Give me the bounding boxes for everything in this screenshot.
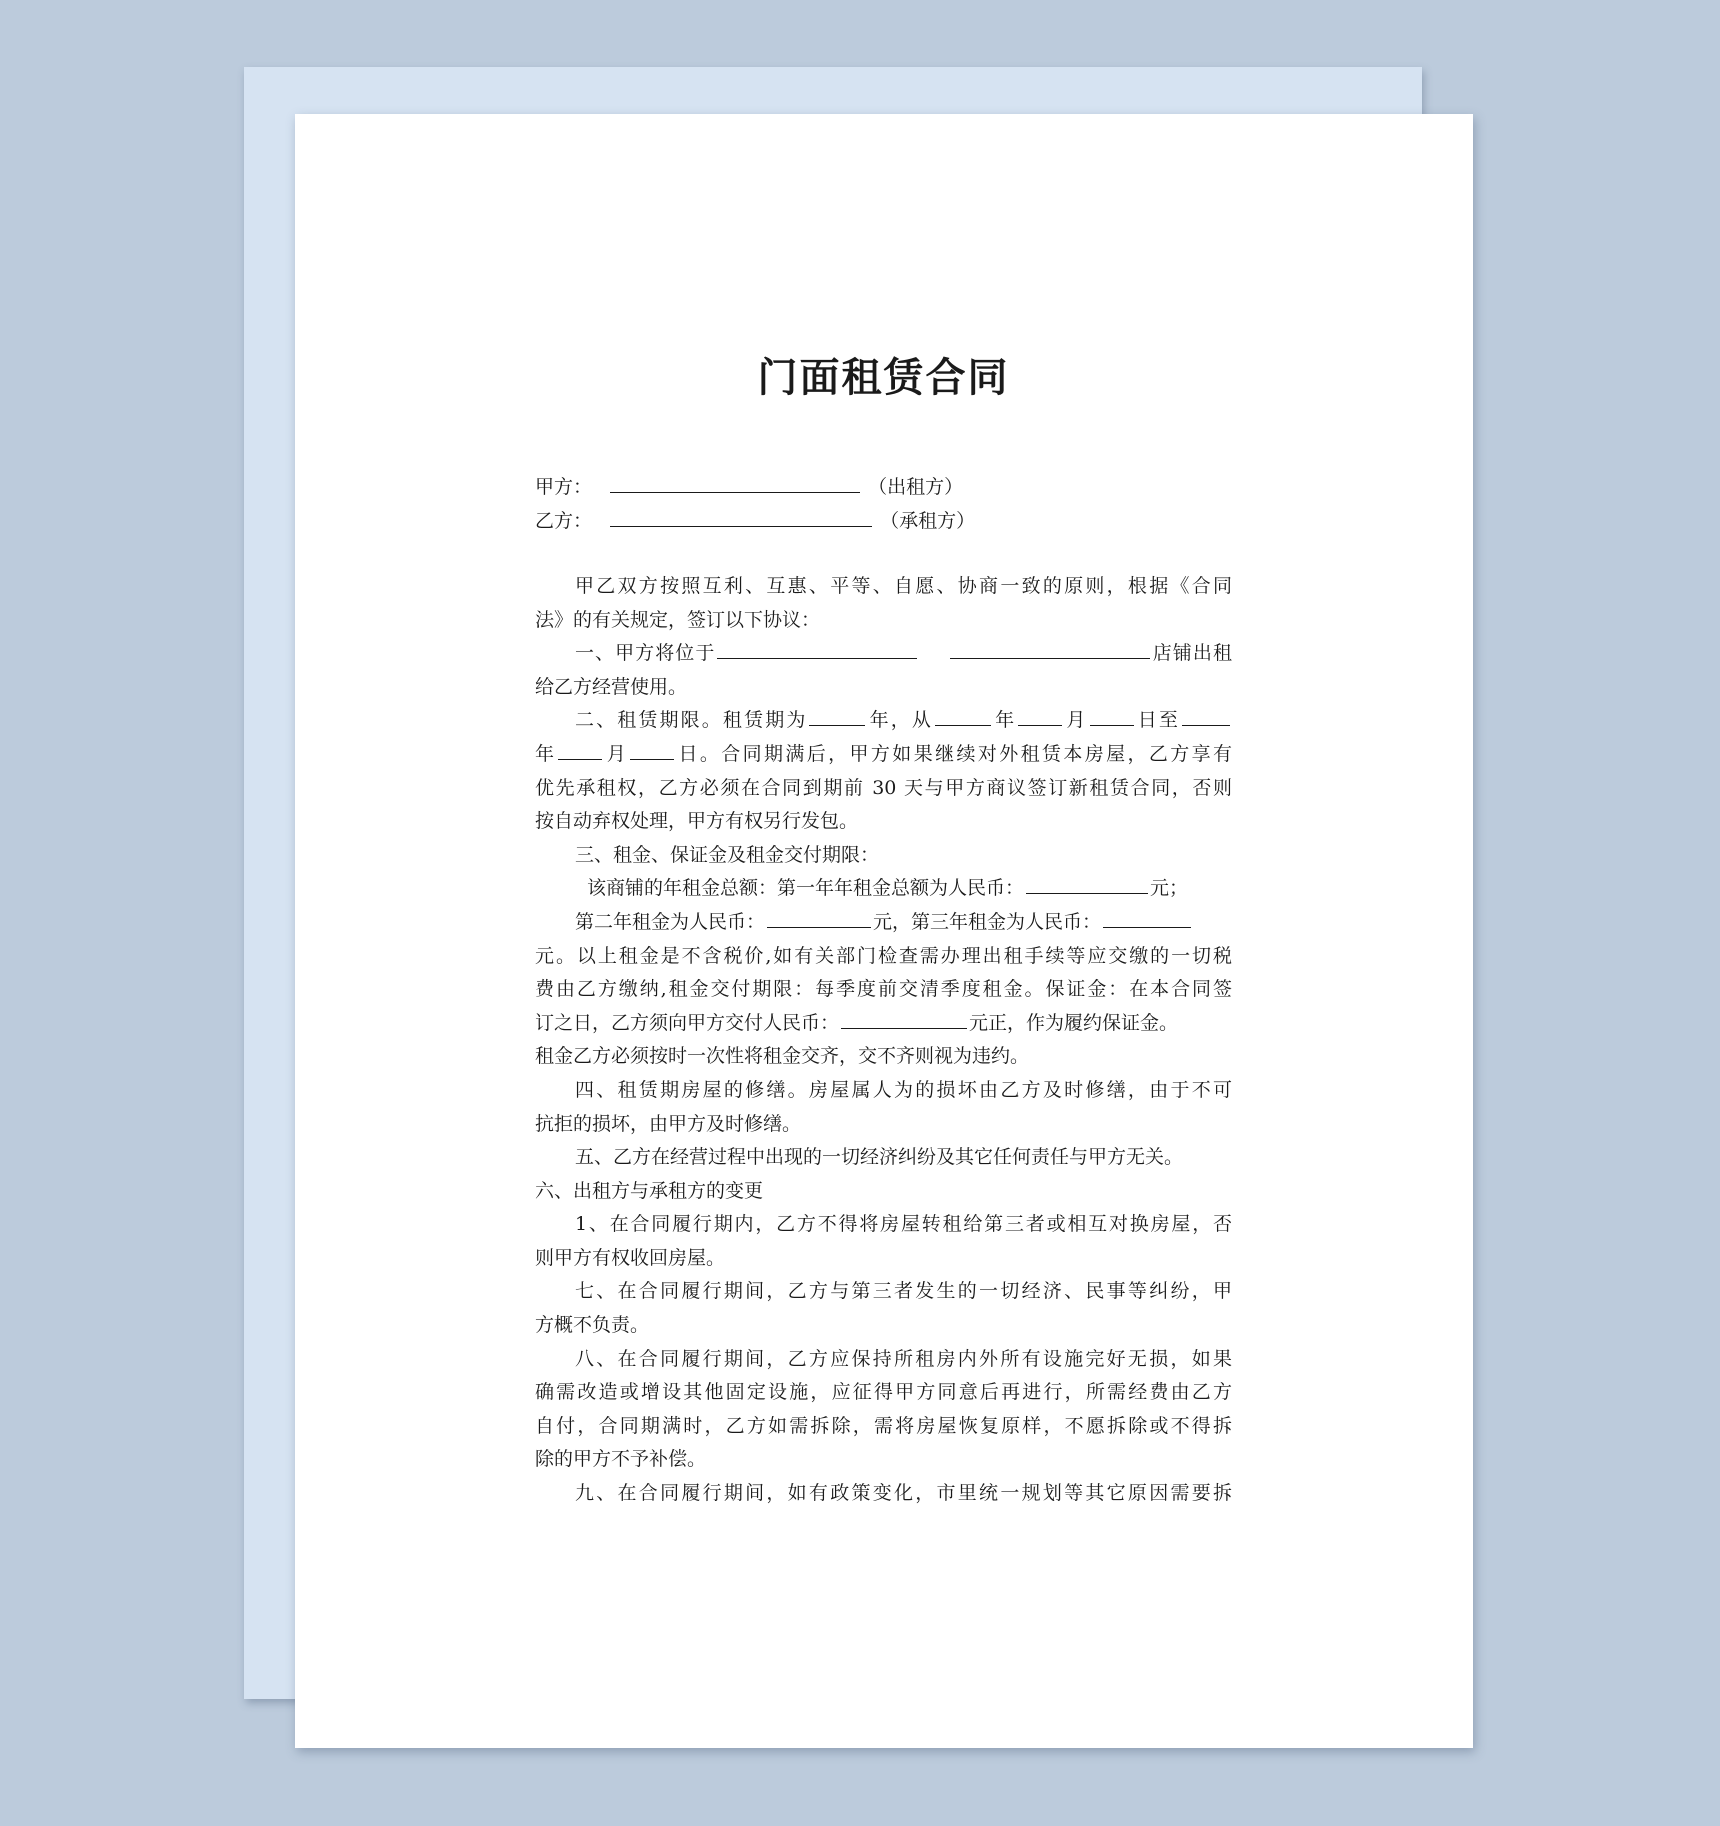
paragraph-line: 方概不负责。: [535, 1314, 650, 1337]
paragraph-line: 元。以上租金是不含税价,如有关部门检查需办理出租手续等应交缴的一切税: [535, 944, 1232, 967]
paragraph-line: 八、在合同履行期间，乙方应保持所租房内外所有设施完好无损，如果: [575, 1347, 1232, 1370]
paragraph-line: 四、租赁期房屋的修缮。房屋属人为的损坏由乙方及时修缮，由于不可: [575, 1078, 1232, 1101]
third-year-rent-text: 元，第三年租金为人民币：: [873, 910, 1102, 933]
paragraph-line: 九、在合同履行期间，如有政策变化，市里统一规划等其它原因需要拆: [575, 1482, 1232, 1505]
party-b-label: 乙方：: [535, 510, 593, 532]
paragraph-line: 除的甲方不予补偿。: [535, 1448, 707, 1471]
clause-1-tail: 店铺出租: [1151, 642, 1232, 665]
location-blank-1: [717, 638, 917, 659]
paragraph-line: [535, 872, 1232, 906]
second-year-rent-blank: [767, 907, 871, 928]
deposit-text: 订之日，乙方须向甲方交付人民币：: [535, 1011, 840, 1034]
paragraph-line: 甲乙双方按照互利、互惠、平等、自愿、协商一致的原则，根据《合同: [575, 575, 1232, 597]
location-blank-2: [950, 638, 1150, 659]
paragraph-line: 按自动弃权处理，甲方有权另行发包。: [535, 810, 859, 833]
paragraph-line: [535, 738, 1232, 772]
end-year-blank: [1182, 705, 1230, 726]
paragraph-line: 七、在合同履行期间，乙方与第三者发生的一切经济、民事等纠纷，甲: [575, 1280, 1232, 1303]
renewal-text: 日。合同期满后，甲方如果继续对外租赁本房屋，乙方享有: [676, 742, 1232, 765]
month-text: 月: [604, 742, 629, 765]
paragraph-line: 法》的有关规定，签订以下协议：: [535, 608, 821, 631]
end-day-blank: [630, 739, 674, 760]
party-a-label: 甲方：: [535, 476, 593, 498]
clause-1-text: 一、甲方将位于: [575, 642, 716, 665]
start-month-blank: [1018, 705, 1062, 726]
party-b-blank: [610, 506, 872, 527]
start-year-blank: [935, 705, 991, 726]
party-b-role: （承租方）: [880, 510, 976, 532]
paragraph-line: [535, 637, 1232, 671]
contract-document: [535, 350, 1232, 1511]
party-a-line: [535, 470, 1232, 504]
paragraph-line: 租金乙方必须按时一次性将租金交齐，交不齐则视为违约。: [535, 1045, 1030, 1068]
paragraph-line: 1、在合同履行期内，乙方不得将房屋转租给第三者或相互对换房屋，否: [575, 1213, 1232, 1236]
paragraph-line: 优先承租权，乙方必须在合同到期前 30 天与甲方商议签订新租赁合同，否则: [535, 776, 1232, 799]
paragraph-line: 五、乙方在经营过程中出现的一切经济纠纷及其它任何责任与甲方无关。: [575, 1146, 1184, 1169]
paragraph-line: [535, 1007, 1232, 1041]
paragraph-line: 抗拒的损坏，由甲方及时修缮。: [535, 1112, 802, 1135]
paragraph-line: [535, 704, 1232, 738]
party-a-role: （出租方）: [868, 476, 964, 498]
party-a-blank: [610, 472, 860, 493]
paragraph-line: [535, 906, 1232, 940]
year-text: 年: [993, 709, 1017, 732]
second-year-rent-text: 第二年租金为人民币：: [575, 910, 766, 933]
paragraph-line: 给乙方经营使用。: [535, 675, 688, 698]
lease-years-blank: [809, 705, 865, 726]
end-month-blank: [558, 739, 602, 760]
start-day-blank: [1090, 705, 1134, 726]
paragraph-line: 三、租金、保证金及租金交付期限：: [575, 843, 880, 866]
lease-from-text: 年，从: [867, 709, 934, 732]
first-year-rent-text: 该商铺的年租金总额：第一年年租金总额为人民币：: [587, 877, 1025, 900]
deposit-tail: 元正，作为履约保证金。: [969, 1011, 1179, 1034]
day-to-text: 日至: [1135, 709, 1180, 732]
paragraph-line: 确需改造或增设其他固定设施，应征得甲方同意后再进行，所需经费由乙方: [535, 1381, 1232, 1404]
month-text: 月: [1064, 709, 1088, 732]
party-b-line: [535, 504, 1232, 538]
first-year-rent-blank: [1026, 873, 1148, 894]
deposit-blank: [841, 1008, 967, 1029]
paragraph-line: 则甲方有权收回房屋。: [535, 1246, 726, 1269]
document-title: 门面租赁合同: [757, 354, 1010, 401]
paragraph-line: 六、出租方与承租方的变更: [535, 1179, 764, 1202]
year-text: 年: [535, 742, 557, 765]
currency-unit: 元；: [1150, 877, 1189, 900]
third-year-rent-blank: [1103, 907, 1191, 928]
paragraph-line: 自付，合同期满时，乙方如需拆除，需将房屋恢复原样，不愿拆除或不得拆: [535, 1414, 1232, 1437]
lease-term-text: 二、租赁期限。租赁期为: [575, 709, 808, 732]
paragraph-line: 费由乙方缴纳,租金交付期限：每季度前交清季度租金。保证金：在本合同签: [535, 978, 1232, 1001]
contract-body: [535, 570, 1232, 1511]
